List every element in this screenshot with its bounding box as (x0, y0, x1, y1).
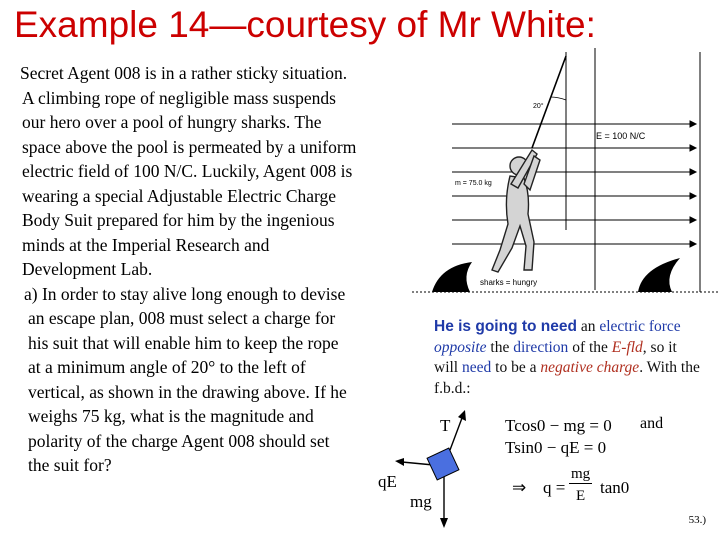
answer-part: of the (568, 338, 612, 356)
problem-line: at a minimum angle of 20° to the left of (28, 357, 306, 377)
implies-icon: ⇒ (512, 478, 527, 497)
angle-arc (551, 97, 566, 100)
answer-part: electric force (599, 318, 681, 335)
problem-line: electric field of 100 N/C. Luckily, Agent 008 is (22, 161, 353, 181)
q-equals: q = (543, 478, 566, 497)
equation-horizontal: Tsin0 − qE = 0 (505, 438, 607, 457)
answer-part: , so it will (434, 338, 677, 376)
problem-line: an escape plan, 008 must select a charge for (28, 308, 336, 328)
answer-part: negative charge (540, 359, 640, 376)
problem-line: polarity of the charge Agent 008 should set (28, 430, 330, 451)
climbing-rope (532, 56, 566, 148)
answer-part: . With the f.b.d.: (434, 359, 700, 397)
answer-part: an (576, 318, 600, 335)
electric-force-label: qE (378, 472, 397, 491)
answer-part: E-fld (611, 338, 643, 356)
slide-title: Example 14—courtesy of Mr White: (14, 4, 596, 45)
problem-line: Secret Agent 008 is in a rather sticky situation. (20, 63, 348, 83)
slide-number: 53.) (688, 514, 706, 526)
equation-vertical: Tcos0 − mg = 0 (505, 416, 612, 435)
problem-line: our hero over a pool of hungry sharks. The (22, 112, 322, 132)
answer-part: to be a (491, 359, 541, 376)
problem-line: Development Lab. (22, 259, 153, 279)
tension-label: T (440, 416, 451, 435)
problem-line: A climbing rope of negligible mass suspends (22, 87, 336, 108)
shark-fin-icon (638, 258, 680, 292)
problem-line: vertical, as shown in the drawing above. If he (28, 381, 347, 402)
shark-fin-icon (432, 262, 472, 292)
problem-line: wearing a special Adjustable Electric Charge (22, 185, 337, 206)
weight-label: mg (410, 492, 432, 511)
tan-term: tan0 (600, 478, 630, 497)
answer-part: direction (513, 338, 569, 356)
agent-figure (492, 150, 540, 272)
and-text: and (640, 415, 664, 432)
problem-line: a) In order to stay alive long enough to devise (24, 283, 346, 304)
problem-line: weighs 75 kg, what is the magnitude and (28, 406, 314, 426)
field-label: E = 100 N/C (596, 131, 646, 141)
problem-line: his suit that will enable him to keep the rope (28, 332, 339, 353)
fraction-numerator: mg (571, 466, 591, 482)
problem-line: space above the pool is permeated by a uniform (22, 136, 357, 157)
problem-line: minds at the Imperial Research and (22, 234, 270, 255)
mass-label: m = 75.0 kg (455, 180, 492, 187)
fraction-denominator: E (576, 488, 586, 504)
answer-part: need (462, 359, 492, 376)
answer-part: the (486, 338, 514, 356)
answer-text (434, 317, 704, 399)
sharks-label: sharks = hungry (480, 278, 538, 287)
answer-lead: He is going to need (434, 318, 577, 335)
angle-label: 20° (533, 103, 544, 110)
problem-line: Body Suit prepared for him by the ingenious (22, 210, 335, 230)
problem-line: the suit for? (28, 455, 112, 475)
answer-part: opposite (434, 338, 487, 356)
